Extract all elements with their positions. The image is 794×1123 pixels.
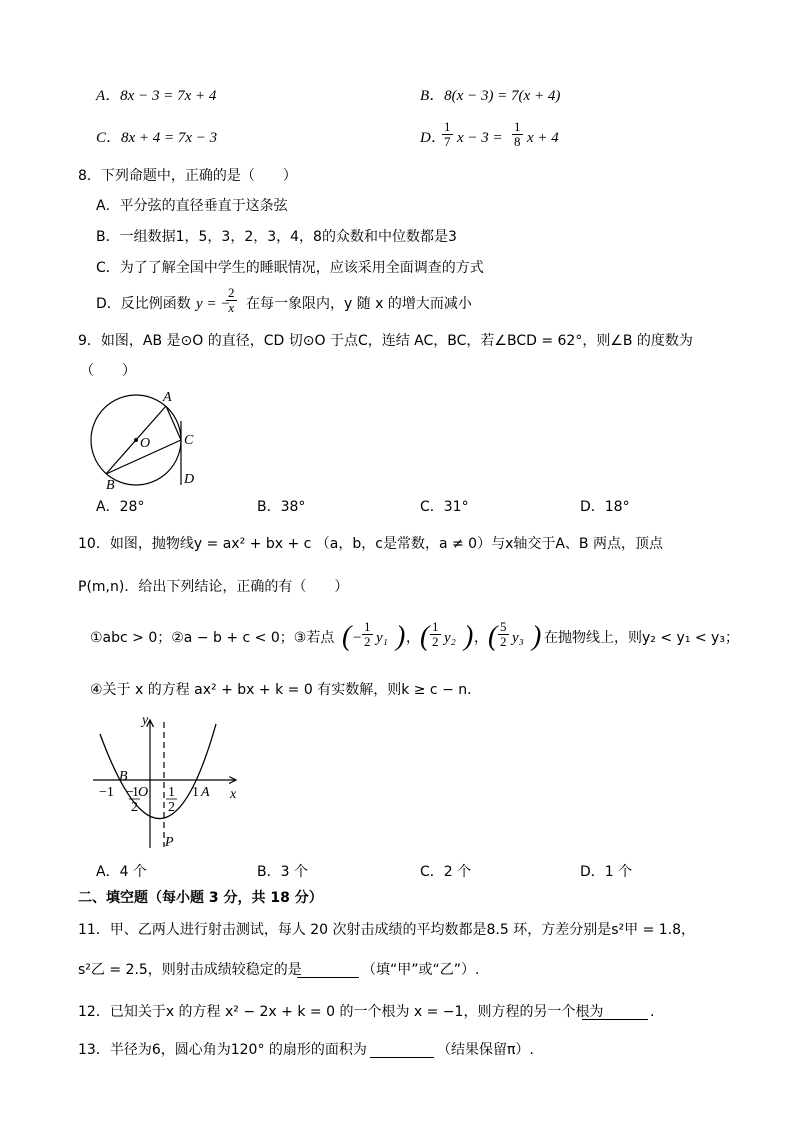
section-2-heading: 二、填空题（每小题 3 分，共 18 分） (78, 890, 323, 906)
q10-pt1-lparen: ( (342, 621, 352, 652)
q7-option-c: C．8x + 4 = 7x − 3 (96, 130, 218, 146)
q10-pt3-rparen: ) (532, 621, 542, 652)
q10-label-p: P (165, 835, 174, 850)
q10-label-y: y (142, 713, 149, 728)
q7-d-middle: x − 3 = (457, 130, 503, 146)
q10-label-x: x (230, 787, 237, 802)
q10-pt1-y: y₁ (376, 630, 388, 646)
q8-option-d-prefix: D．反比例函数 (96, 296, 191, 312)
q9-chord-ac (166, 406, 181, 440)
q10-tick-half-num: 1 (168, 785, 175, 800)
q10-tick-neg1: −1 (99, 785, 114, 800)
q7-option-d-prefix: D． (420, 130, 446, 146)
q7-option-a: A．8x − 3 = 7x + 4 (96, 88, 217, 104)
q10-pt2-lparen: ( (420, 621, 430, 652)
q10-option-c: C．2 个 (420, 864, 472, 880)
q11-line-1: 11．甲、乙两人进行射击测试，每人 20 次射击成绩的平均数都是8.5 环，方差分别是s²甲 = 1.8， (78, 922, 696, 938)
q10-pt3-fraction: $\frac{5}{2}$ (500, 619, 507, 649)
q10-pt1-rparen: ) (396, 621, 406, 652)
q10-label-a: A (201, 785, 210, 800)
q8-d-fraction: $\frac{2}{x}$ (228, 285, 235, 315)
q10-conclusions-1-3: ①abc > 0；②a − b + c < 0；③若点 (90, 630, 335, 646)
q7-d-fraction-2: $\frac{1}{8}$ (514, 119, 521, 149)
q8-option-c: C．为了了解全国中学生的睡眠情况，应该采用全面调查的方式 (96, 260, 484, 276)
q9-stem: 9．如图，AB 是⊙O 的直径，CD 切⊙O 于点C，连结 AC，BC，若∠BCD = 62°，则∠B 的度数为 (78, 333, 693, 349)
q10-parabola-curve (100, 724, 216, 819)
q10-tick-half-den: 2 (168, 800, 175, 815)
q10-label-b: B (119, 769, 128, 784)
q9-label-b: B (106, 478, 115, 493)
q8-option-d-suffix: 在每一象限内，y 随 x 的增大而减小 (246, 296, 472, 312)
q13-suffix: （结果保留π）. (437, 1042, 534, 1058)
q12-text: 12．已知关于x 的方程 x² − 2x + k = 0 的一个根为 x = −1，则方程的另一个根为 (78, 1004, 604, 1020)
q7-d-fraction-1: $\frac{1}{7}$ (444, 119, 451, 149)
q13-answer-blank[interactable] (370, 1040, 434, 1058)
q10-parabola-figure (88, 712, 248, 852)
q8-stem: 8．下列命题中，正确的是（ ） (78, 168, 297, 184)
q10-tick-neg-half-minus: − (126, 785, 134, 800)
q13-text: 13．半径为6，圆心角为120° 的扇形的面积为 (78, 1042, 367, 1058)
q11-line-2-a: s²乙 = 2.5，则射击成绩较稳定的是 (78, 962, 302, 978)
q9-label-d: D (184, 472, 195, 487)
q11-line-2-b: （填“甲”或“乙”）. (362, 962, 480, 978)
q10-pt2-fraction: $\frac{1}{2}$ (432, 619, 439, 649)
q10-comma-1: ， (406, 630, 420, 646)
q10-stem: 10．如图，抛物线y = ax² + bx + c （a，b，c是常数，a ≠ 0）与x轴交于A、B 两点，顶点 (78, 536, 663, 552)
q10-pt1-minus: − (352, 630, 363, 646)
q11-answer-blank[interactable] (297, 960, 359, 978)
q9-option-b: B．38° (257, 499, 306, 515)
q10-pt1-fraction: $\frac{1}{2}$ (364, 619, 371, 649)
q9-label-c: C (184, 433, 194, 448)
q10-stem-2: P(m,n)．给出下列结论，正确的有（ ） (78, 579, 349, 595)
q9-label-o: O (140, 436, 151, 451)
q12-period: . (650, 1004, 655, 1020)
q10-label-o: O (138, 785, 149, 800)
q9-option-c: C．31° (420, 499, 469, 515)
q8-option-b: B．一组数据1，5，3，2，3，4，8的众数和中位数都是3 (96, 229, 457, 245)
q10-pt2-y: y₂ (444, 630, 456, 646)
q10-option-b: B．3 个 (257, 864, 308, 880)
q9-circle-figure (88, 385, 213, 495)
q10-comma-2: ， (474, 630, 488, 646)
q10-option-d: D．1 个 (580, 864, 633, 880)
q10-tick-1: 1 (192, 785, 199, 800)
q7-option-b: B．8(x − 3) = 7(x + 4) (420, 88, 561, 104)
q12-answer-blank[interactable] (582, 1002, 648, 1020)
q9-center-dot (134, 438, 138, 442)
q9-paren: （ ） (80, 363, 136, 379)
q10-conclusion-4: ④关于 x 的方程 ax² + bx + k = 0 有实数解，则k ≥ c − n． (90, 682, 482, 698)
q9-option-d: D．18° (580, 499, 630, 515)
q9-option-a: A．28° (96, 499, 145, 515)
q8-option-a: A．平分弦的直径垂直于这条弦 (96, 198, 288, 214)
q10-pt2-rparen: ) (464, 621, 474, 652)
q8-option-d-func: y = − (196, 296, 231, 312)
q10-option-a: A．4 个 (96, 864, 147, 880)
q10-pt3-lparen: ( (488, 621, 498, 652)
q9-label-a: A (163, 390, 172, 405)
q10-tick-neg-half-den: 2 (131, 800, 138, 815)
q10-pt3-y: y₃ (512, 630, 524, 646)
q10-tick-neg-half-num: 1 (132, 785, 139, 800)
q7-d-end: x + 4 (527, 130, 559, 146)
q10-conclusion-3-end: 在抛物线上，则y₂ < y₁ < y₃； (544, 630, 739, 646)
